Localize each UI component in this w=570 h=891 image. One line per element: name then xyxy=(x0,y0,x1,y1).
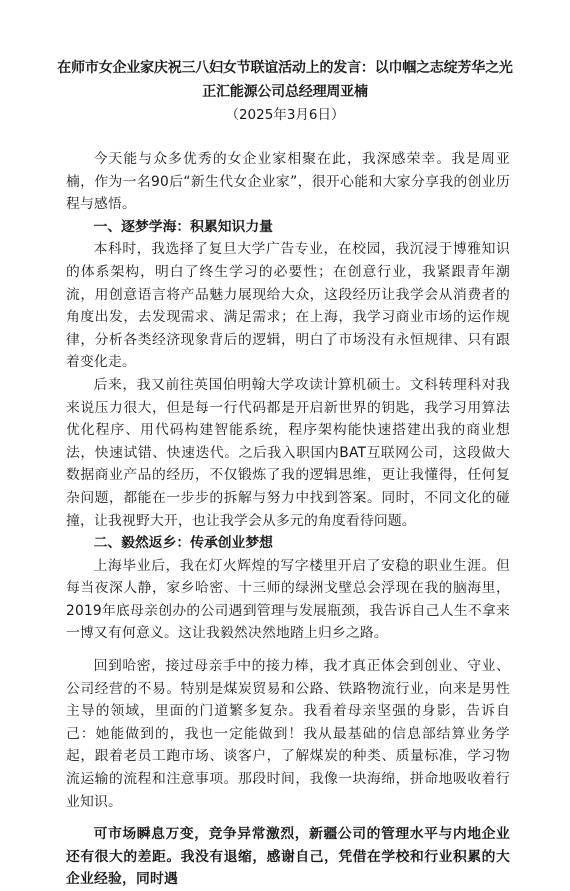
speech-body xyxy=(66,148,510,891)
paragraph-return-home: 上海毕业后，我在灯火辉煌的写字楼里开启了安稳的职业生涯。但每当夜深人静，家乡哈密、十三师的绿洲戈壁总会浮现在我的脑海里，2019年底母亲创办的公司遇到管理与发展瓶颈，我告诉自己人生不拿来一博又有何意义。这让我毅然决然地踏上归乡之路。 xyxy=(66,557,510,642)
paragraph-birmingham: 后来，我又前往英国伯明翰大学攻读计算机硕士。文科转理科对我来说压力很大，但是每一行代码都是开启新世界的钥匙，我学习用算法优化程序、用代码构建智能系统，程序架构能快速搭建出我的商业想法，快速试错、快速迭代。之后我入职国内BAT互联网公司，这段做大数据商业产品的经历，不仅锻炼了我的逻辑思维，更让我懂得，任何复杂问题，都能在一步步的拆解与努力中找到答案。同时，不同文化的碰撞，让我视野大开，也让我学会从多元的角度看待问题。 xyxy=(66,376,510,529)
section-heading-2: 二、毅然返乡：传承创业梦想 xyxy=(93,535,273,552)
paragraph-take-over xyxy=(66,655,510,813)
paragraph-take-over-part2: 繁多复杂。我看着母亲坚强的身影，告诉自己：她能做到的，我也一定能做到！ xyxy=(66,703,510,742)
paragraph-take-over-part1: 回到哈密，接过母亲手中的接力棒，我才真正体会到创业、守业、公司经营的不易。特别是煤炭贸易和公路、铁路物流行业，向来是男性主导的领域，里面的门道 xyxy=(66,658,510,720)
speech-date: （2025年3月6日） xyxy=(225,107,345,123)
document-header xyxy=(40,56,530,127)
speaker-byline: 正汇能源公司总经理周亚楠 xyxy=(202,84,368,100)
paragraph-fudan: 本科时，我选择了复旦大学广告专业，在校园，我沉浸于博雅知识的体系架构，明白了终生学习的必要性；在创意行业，我紧跟青年潮流，用创意语言将产品魅力展现给大众，这段经历让我学会从消费者的角度出发，去发现需求、满足需求；在上海，我学习商业市场的运作规律，分析各类经济现象背后的逻辑，明白了市场没有永恒规律、只有跟着变化走。 xyxy=(66,241,510,371)
section-heading-1: 一、逐梦学海：积累知识力量 xyxy=(93,218,273,235)
intro-paragraph: 今天能与众多优秀的女企业家相聚在此，我深感荣幸。我是周亚楠，作为一名90后“新生代女企业家”，很开心能和大家分享我的创业历程与感悟。 xyxy=(66,151,510,213)
document-title: 在师市女企业家庆祝三八妇女节联谊活动上的发言：以巾帼之志绽芳华之光 xyxy=(57,60,513,76)
paragraph-market: 可市场瞬息万变，竞争异常激烈，新疆公司的管理水平与内地企业还有很大的差距。我没有退缩，感谢自己，凭借在学校和行业积累的大企业经验，同时遇 xyxy=(66,826,510,888)
paragraph-take-over-part3: 我从最基础的信息部结算业务学起，跟着老员工跑市场、谈客户，了解煤炭的种类、质量标准，学习物流运输的流程和注意事项。那段时间，我像一块海绵，拼命地吸收着行业知识。 xyxy=(66,725,510,810)
